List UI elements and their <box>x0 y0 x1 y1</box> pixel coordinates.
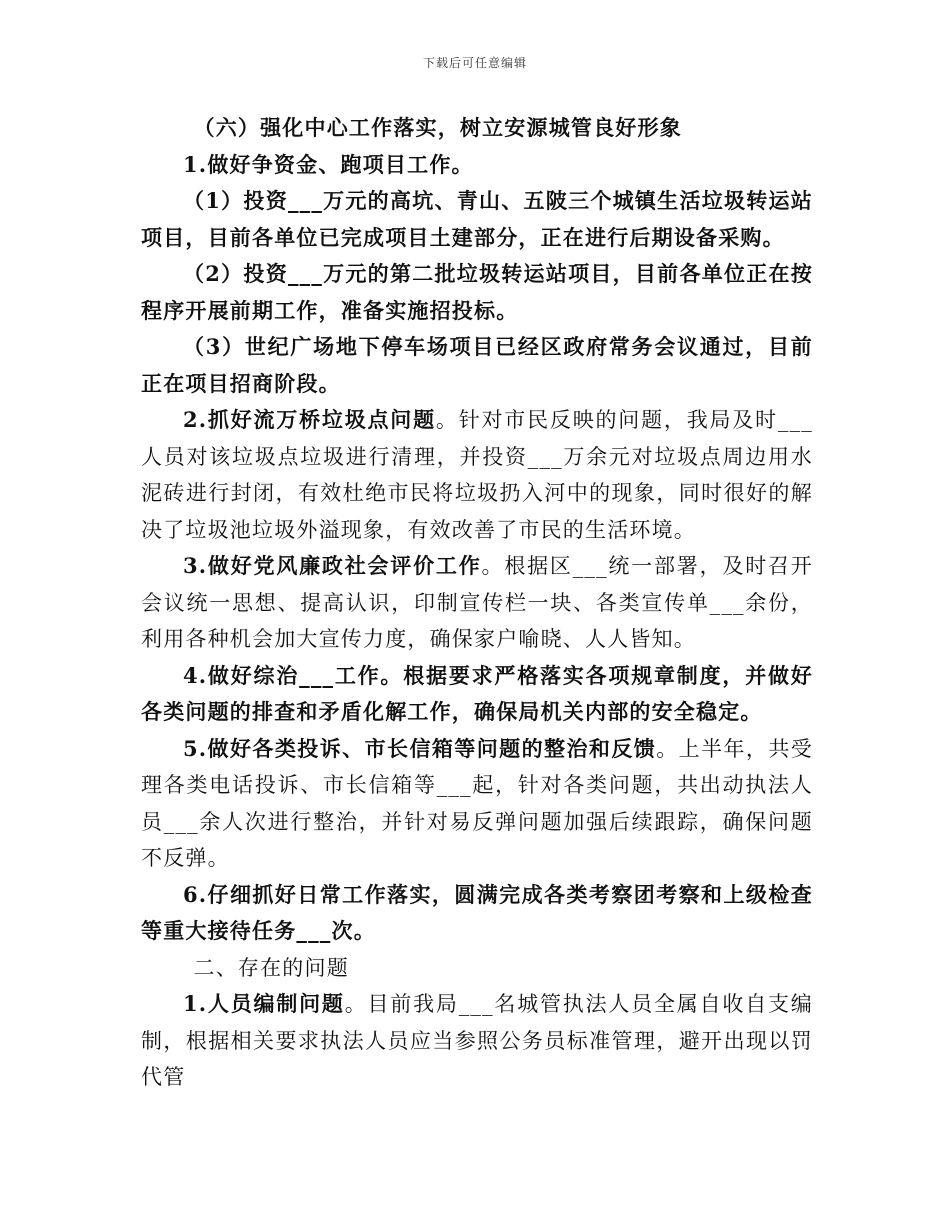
item-2-paragraph <box>141 402 813 548</box>
item-5-paragraph <box>141 731 813 877</box>
item-5-text: 。上半年，共受理各类电话投诉、市长信箱等___起，针对各类问题，共出动执法人员___余人次进行整治，并针对易反弹问题加强后续跟踪，确保问题不反弹。 <box>141 736 813 870</box>
problem-1-text: 。目前我局___名城管执法人员全属自收自支编制，根据相关要求执法人员应当参照公务员标准管理，避开出现以罚代管 <box>141 992 813 1089</box>
item-3-title: 3.做好党风廉政社会评价工作 <box>183 553 482 578</box>
item-3-paragraph <box>141 548 813 658</box>
section-heading-2: 二、存在的问题 <box>193 955 349 980</box>
problem-1-paragraph <box>141 986 813 1096</box>
problem-1-title: 1.人员编制问题 <box>183 991 345 1016</box>
item-4-paragraph: 4.做好综治___工作。根据要求严格落实各项规章制度，并做好各类问题的排查和矛盾化解工作，确保局机关内部的安全稳定。 <box>141 662 813 724</box>
item-1-sub-3: （3）世纪广场地下停车场项目已经区政府常务会议通过，目前正在项目招商阶段。 <box>141 334 813 396</box>
item-3-text: 。根据区___统一部署，及时召开会议统一思想、提高认识，印制宣传栏一块、各类宣传单___余份，利用各种机会加大宣传力度，确保家户喻晓、人人皆知。 <box>141 554 813 651</box>
item-1-heading: 1.做好争资金、跑项目工作。 <box>183 151 474 177</box>
document-body <box>141 110 813 1096</box>
page-header-note: 下载后可任意编辑 <box>422 56 527 70</box>
item-1-sub-1: （1）投资___万元的高坑、青山、五陂三个城镇生活垃圾转运站项目，目前各单位已完成项目土建部分，正在进行后期设备采购。 <box>141 188 813 250</box>
item-5-title: 5.做好各类投诉、市长信箱等问题的整治和反馈 <box>183 735 657 761</box>
section-heading-6: （六）强化中心工作落实，树立安源城管良好形象 <box>193 115 682 140</box>
item-2-title: 2.抓好流万桥垃圾点问题 <box>183 407 436 432</box>
item-2-text: 。针对市民反映的问题，我局及时___人员对该垃圾点垃圾进行清理，并投资___万余元对垃圾点周边用水泥砖进行封闭，有效杜绝市民将垃圾扔入河中的现象，同时很好的解决了垃圾池垃圾外溢现象，有效改善了市民的生活环境。 <box>141 408 813 542</box>
item-6-paragraph: 6.仔细抓好日常工作落实，圆满完成各类考察团考察和上级检查等重大接待任务___次。 <box>141 881 813 943</box>
item-1-sub-2: （2）投资___万元的第二批垃圾转运站项目，目前各单位正在按程序开展前期工作，准备实施招投标。 <box>141 261 813 323</box>
